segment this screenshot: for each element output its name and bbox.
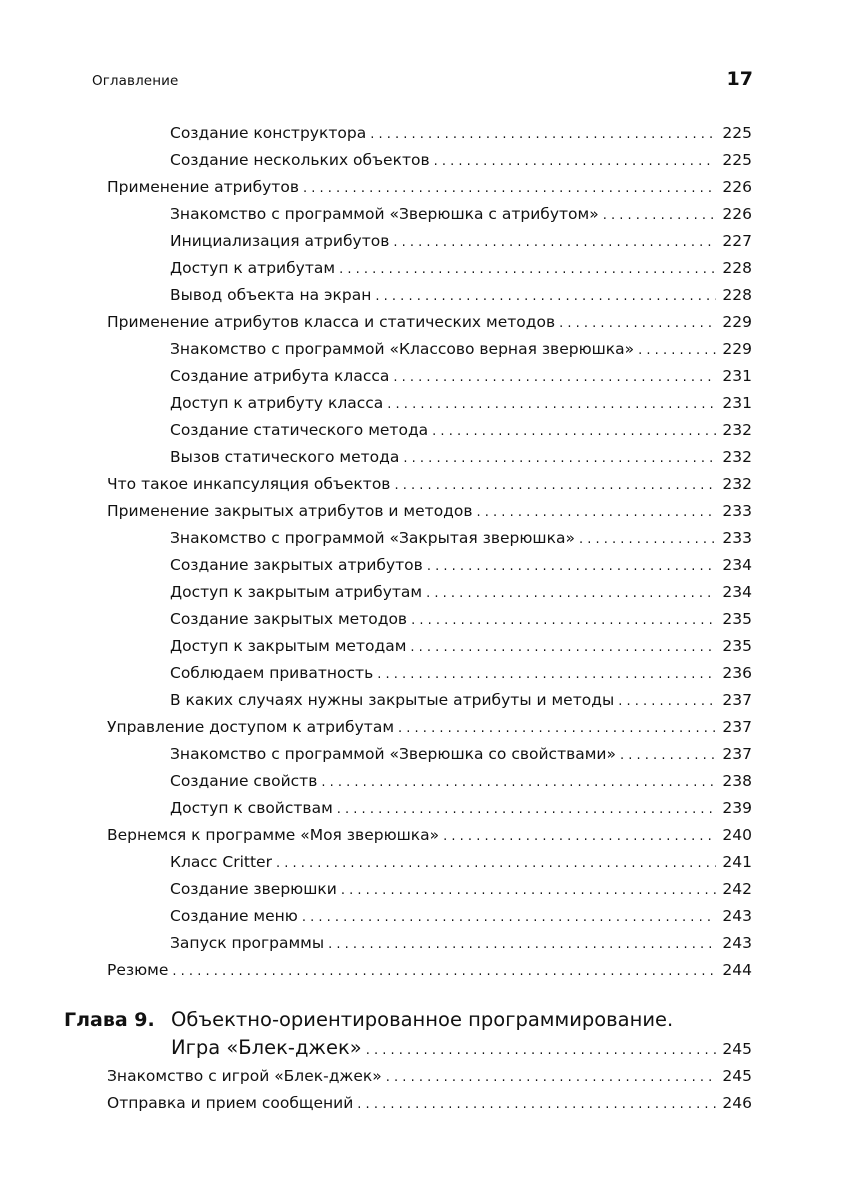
toc-entry[interactable] xyxy=(170,795,752,822)
dot-leader xyxy=(638,337,716,364)
toc-entry-title: Вызов статического метода xyxy=(170,448,400,466)
toc-entry-title: В каких случаях нужны закрытые атрибуты и методы xyxy=(170,691,615,709)
chapter-page: 245 xyxy=(722,1040,752,1058)
dot-leader xyxy=(618,688,716,715)
toc-entry-page: 229 xyxy=(722,340,752,358)
toc-entry-page: 245 xyxy=(722,1067,752,1085)
toc-entry[interactable] xyxy=(170,282,752,309)
toc-entry-title: Вывод объекта на экран xyxy=(170,286,372,304)
toc-entry-title: Знакомство с программой «Закрытая зверюшка» xyxy=(170,529,575,547)
toc-entry[interactable] xyxy=(170,606,752,633)
toc-entry[interactable] xyxy=(170,417,752,444)
page-number: 17 xyxy=(726,68,753,90)
toc-entry-page: 246 xyxy=(722,1094,752,1112)
toc-entry-title: Доступ к атрибутам xyxy=(170,259,336,277)
dot-leader xyxy=(603,202,716,229)
toc-entry-page: 232 xyxy=(722,421,752,439)
toc-entry-page: 232 xyxy=(722,448,752,466)
toc-entry-title: Применение атрибутов xyxy=(107,178,299,196)
toc-entry-title: Доступ к свойствам xyxy=(170,799,333,817)
toc-section[interactable] xyxy=(107,174,752,201)
toc-section[interactable] xyxy=(107,714,752,741)
toc-entry[interactable] xyxy=(170,768,752,795)
toc-entry-page: 240 xyxy=(722,826,752,844)
page-header xyxy=(92,68,753,96)
dot-leader xyxy=(410,634,716,661)
toc-entry-title: Знакомство с игрой «Блек-джек» xyxy=(107,1067,382,1085)
dot-leader xyxy=(339,256,716,283)
toc-entry-page: 232 xyxy=(722,475,752,493)
dot-leader xyxy=(432,418,716,445)
dot-leader xyxy=(302,904,716,931)
toc-entry-page: 242 xyxy=(722,880,752,898)
chapter-label: Глава 9. xyxy=(64,1009,155,1031)
toc-entry-page: 243 xyxy=(722,934,752,952)
toc-entry-page: 233 xyxy=(722,502,752,520)
toc-entry-title: Создание атрибута класса xyxy=(170,367,390,385)
chapter-title-line1: Объектно-ориентированное программирование. xyxy=(171,1008,674,1031)
dot-leader xyxy=(403,445,716,472)
toc-entry[interactable] xyxy=(170,930,752,957)
toc-entry-page: 241 xyxy=(722,853,752,871)
toc-entry-title: Знакомство с программой «Классово верная зверюшка» xyxy=(170,340,635,358)
toc-entry[interactable] xyxy=(170,687,752,714)
dot-leader xyxy=(393,229,716,256)
toc-entry-title: Создание конструктора xyxy=(170,124,367,142)
toc-entry-page: 235 xyxy=(722,610,752,628)
toc-entry-page: 227 xyxy=(722,232,752,250)
toc-section[interactable] xyxy=(107,471,752,498)
dot-leader xyxy=(337,796,716,823)
toc-entry[interactable] xyxy=(170,579,752,606)
dot-leader xyxy=(393,364,716,391)
toc-entry[interactable] xyxy=(170,120,752,147)
toc-entry[interactable] xyxy=(170,552,752,579)
toc-entry-page: 239 xyxy=(722,799,752,817)
dot-leader xyxy=(366,1037,717,1065)
toc-entry-title: Создание статического метода xyxy=(170,421,429,439)
toc-entry-title: Доступ к закрытым методам xyxy=(170,637,407,655)
toc-entry-page: 244 xyxy=(722,961,752,979)
dot-leader xyxy=(411,607,716,634)
dot-leader xyxy=(172,958,716,985)
toc-entry-page: 243 xyxy=(722,907,752,925)
toc-section[interactable] xyxy=(107,957,752,984)
toc-entry-title: Создание нескольких объектов xyxy=(170,151,430,169)
dot-leader xyxy=(559,310,716,337)
toc-entry-title: Что такое инкапсуляция объектов xyxy=(107,475,391,493)
toc-entry-page: 233 xyxy=(722,529,752,547)
dot-leader xyxy=(303,175,716,202)
toc-entry[interactable] xyxy=(170,525,752,552)
chapter-title-line2-row xyxy=(171,1034,752,1065)
dot-leader xyxy=(477,499,716,526)
toc-entry[interactable] xyxy=(170,849,752,876)
toc-entry[interactable] xyxy=(170,147,752,174)
toc-entry-title: Класс Critter xyxy=(170,853,272,871)
toc-entry-title: Управление доступом к атрибутам xyxy=(107,718,395,736)
toc-entry-page: 237 xyxy=(722,691,752,709)
dot-leader xyxy=(426,580,716,607)
toc-entry[interactable] xyxy=(170,741,752,768)
chapter-title-line2: Игра «Блек-джек» xyxy=(171,1036,362,1059)
toc-entry-page: 231 xyxy=(722,367,752,385)
dot-leader xyxy=(357,1091,716,1118)
toc-entry[interactable] xyxy=(170,228,752,255)
toc-entry-title: Запуск программы xyxy=(170,934,325,952)
toc-section[interactable] xyxy=(107,498,752,525)
dot-leader xyxy=(443,823,716,850)
dot-leader xyxy=(328,931,716,958)
toc-entry[interactable] xyxy=(170,336,752,363)
toc-entry-title: Создание свойств xyxy=(170,772,318,790)
running-head: Оглавление xyxy=(92,73,179,89)
toc-section[interactable] xyxy=(107,309,752,336)
dot-leader xyxy=(341,877,716,904)
toc-entry-title: Соблюдаем приватность xyxy=(170,664,374,682)
toc-entry[interactable] xyxy=(170,390,752,417)
toc-entry-page: 225 xyxy=(722,151,752,169)
toc-entry-page: 229 xyxy=(722,313,752,331)
dot-leader xyxy=(276,850,716,877)
toc-entry-page: 225 xyxy=(722,124,752,142)
dot-leader xyxy=(370,121,716,148)
dot-leader xyxy=(579,526,716,553)
toc-entry-title: Резюме xyxy=(107,961,169,979)
toc-entry-title: Знакомство с программой «Зверюшка с атрибутом» xyxy=(170,205,599,223)
toc-entry[interactable] xyxy=(170,660,752,687)
toc-entry-page: 234 xyxy=(722,556,752,574)
toc-entry-page: 228 xyxy=(722,259,752,277)
toc-section[interactable] xyxy=(107,1090,752,1117)
toc-section[interactable] xyxy=(107,1063,752,1090)
dot-leader xyxy=(377,661,716,688)
toc-entry-title: Создание закрытых атрибутов xyxy=(170,556,423,574)
toc-entry[interactable] xyxy=(170,201,752,228)
toc-entry-title: Создание меню xyxy=(170,907,298,925)
dot-leader xyxy=(620,742,716,769)
dot-leader xyxy=(387,391,716,418)
toc-entry-title: Инициализация атрибутов xyxy=(170,232,390,250)
toc-entry-title: Отправка и прием сообщений xyxy=(107,1094,354,1112)
toc-entry-page: 226 xyxy=(722,178,752,196)
toc-entry-page: 238 xyxy=(722,772,752,790)
toc-entry-title: Вернемся к программе «Моя зверюшка» xyxy=(107,826,440,844)
toc-entry[interactable] xyxy=(170,255,752,282)
toc-entry-title: Доступ к атрибуту класса xyxy=(170,394,384,412)
toc-entry-page: 237 xyxy=(722,745,752,763)
dot-leader xyxy=(398,715,716,742)
toc-entry-title: Применение атрибутов класса и статических методов xyxy=(107,313,556,331)
toc-entry-page: 236 xyxy=(722,664,752,682)
dot-leader xyxy=(321,769,716,796)
toc-entry-page: 228 xyxy=(722,286,752,304)
toc-entry[interactable] xyxy=(170,444,752,471)
toc-entry-title: Знакомство с программой «Зверюшка со свойствами» xyxy=(170,745,616,763)
toc-entry[interactable] xyxy=(170,903,752,930)
toc-entry[interactable] xyxy=(170,633,752,660)
toc-entry-page: 226 xyxy=(722,205,752,223)
toc-section[interactable] xyxy=(107,822,752,849)
toc-entry-page: 231 xyxy=(722,394,752,412)
dot-leader xyxy=(427,553,716,580)
toc-entry-title: Применение закрытых атрибутов и методов xyxy=(107,502,473,520)
dot-leader xyxy=(394,472,716,499)
toc-entry-page: 235 xyxy=(722,637,752,655)
toc-entry-page: 234 xyxy=(722,583,752,601)
toc-entry-page: 237 xyxy=(722,718,752,736)
dot-leader xyxy=(375,283,716,310)
dot-leader xyxy=(434,148,716,175)
toc-entry[interactable] xyxy=(170,876,752,903)
toc-entry[interactable] xyxy=(170,363,752,390)
dot-leader xyxy=(386,1064,716,1091)
toc-entry-title: Создание зверюшки xyxy=(170,880,337,898)
toc-entry-title: Создание закрытых методов xyxy=(170,610,408,628)
toc-entry-title: Доступ к закрытым атрибутам xyxy=(170,583,423,601)
